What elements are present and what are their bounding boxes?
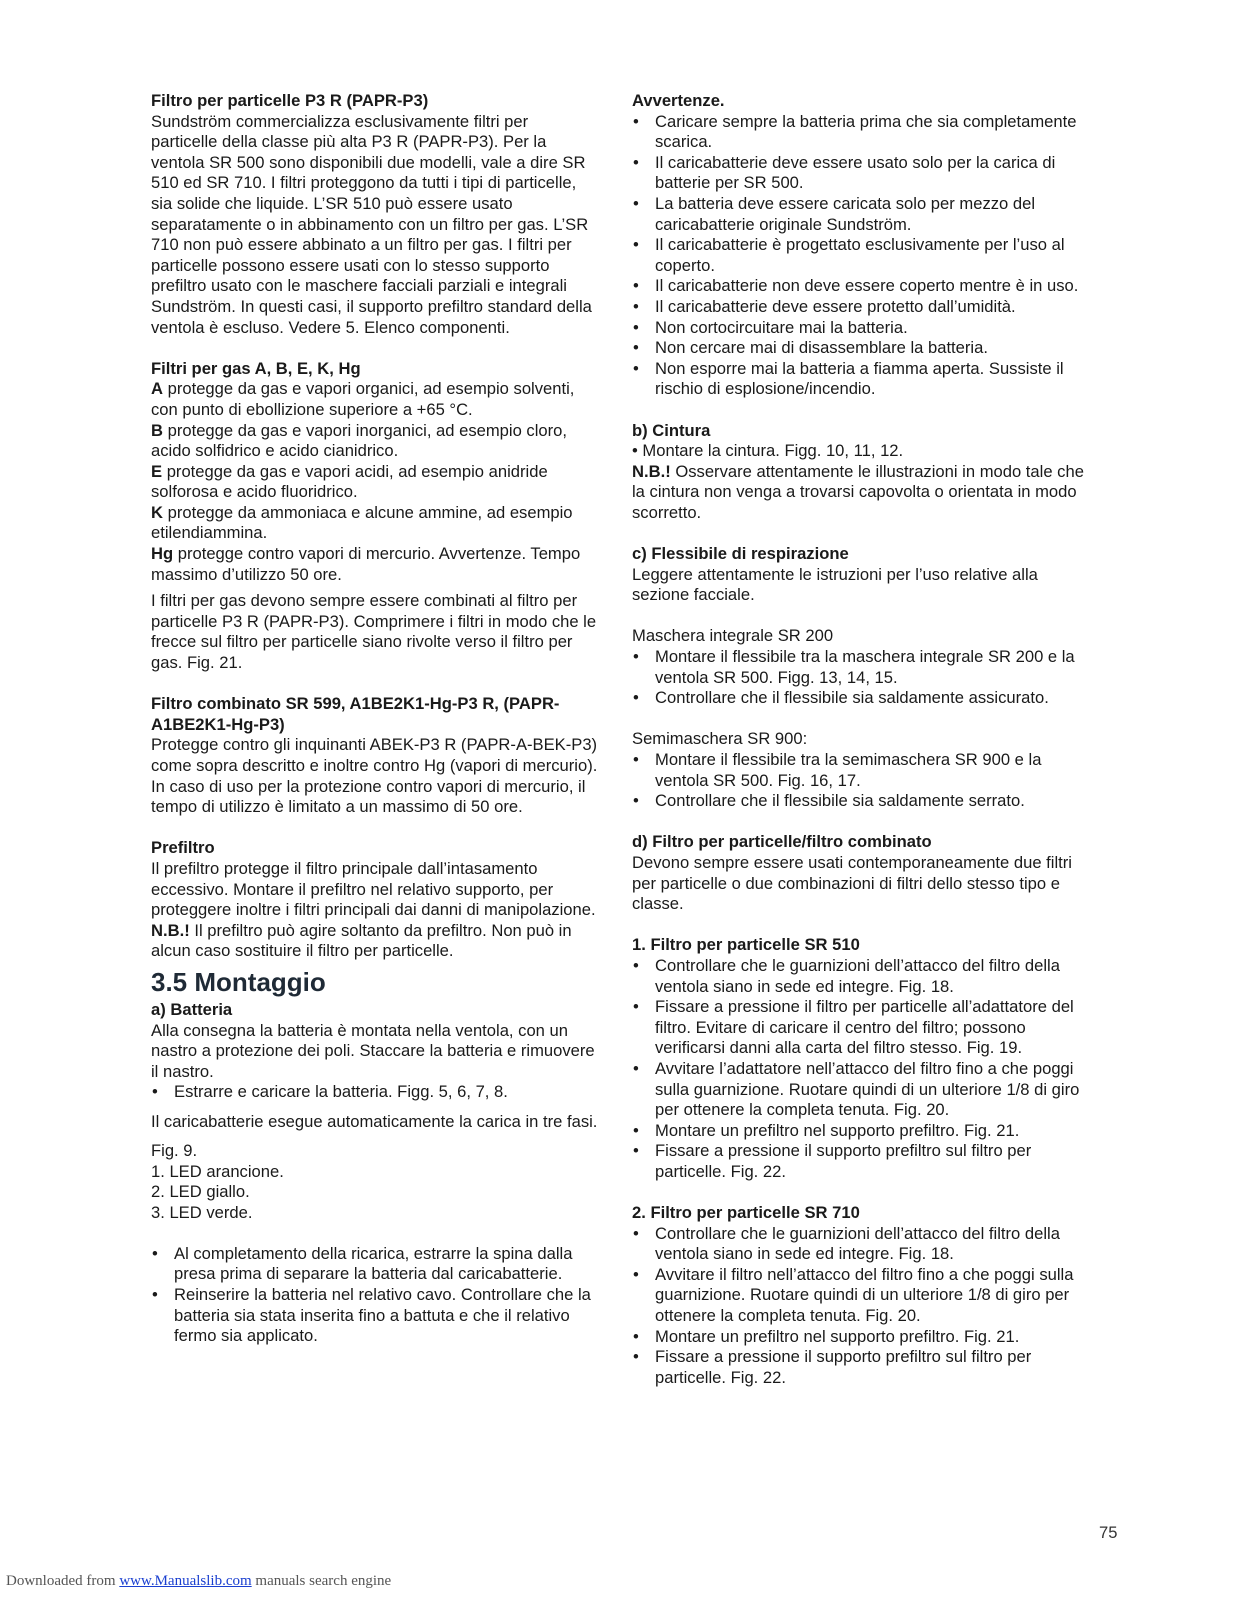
list-item: • Caricare sempre la batteria prima che sia completamente scarica. [632,112,1092,153]
right-column [632,91,1092,1388]
left-column [151,91,599,1347]
list-item: • Fissare a pressione il filtro per particelle all’adattatore del filtro. Evitare di caricare il centro del filtro; possono verificarsi danni alla carta del filtro stesso. Fig. 19. [632,997,1092,1059]
sr200-list [632,647,1092,709]
gas-combine-text: I filtri per gas devono sempre essere combinati al filtro per particelle P3 R (PAPR-P3). Comprimere i filtri in modo che le frecce sul filtro per particelle siano rivolte verso il filtro per gas. Fig. 21. [151,591,597,673]
final-list [151,1244,599,1347]
gas-item-a: A protegge da gas e vapori organici, ad esempio solventi, con punto di ebollizione superiore a +65 °C. [151,379,575,419]
battery-text: Alla consegna la batteria è montata nella ventola, con un nastro a protezione dei poli. Staccare la batteria e rimuovere il nastro. [151,1020,595,1081]
list-item: • Estrarre e caricare la batteria. Figg. 5, 6, 7, 8. [151,1082,599,1103]
list-item: • Avvitare il filtro nell’attacco del filtro fino a che poggi sulla guarnizione. Ruotare quindi di un ulteriore 1/8 di giro per ottenere la completa tenuta. Fig. 20. [632,1265,1092,1327]
warnings-heading: Avvertenze. [632,91,725,110]
list-item: • Controllare che le guarnizioni dell’attacco del filtro della ventola siano in sede ed integre. Fig. 18. [632,1224,1092,1265]
list-item: • Montare il flessibile tra la maschera integrale SR 200 e la ventola SR 500. Figg. 13, 14, 15. [632,647,1092,688]
list-item: • Fissare a pressione il supporto prefiltro sul filtro per particelle. Fig. 22. [632,1347,1092,1388]
battery-heading: a) Batteria [151,999,233,1019]
list-item: • Al completamento della ricarica, estrarre la spina dalla presa prima di separare la batteria dal caricabatterie. [151,1244,599,1285]
list-item: • Montare il flessibile tra la semimaschera SR 900 e la ventola SR 500. Fig. 16, 17. [632,750,1092,791]
footer-prefix: Downloaded from [6,1573,120,1589]
filter-heading: d) Filtro per particelle/filtro combinato [632,832,932,852]
list-item: • Non cortocircuitare mai la batteria. [632,318,1092,339]
sr510-list [632,956,1092,1183]
gas-item-b: B protegge da gas e vapori inorganici, ad esempio cloro, acido solfidrico e acido cianidrico. [151,420,568,461]
belt-line: • Montare la cintura. Figg. 10, 11, 12. [632,441,904,461]
sr710-heading: 2. Filtro per particelle SR 710 [632,1203,860,1223]
list-item: • Controllare che le guarnizioni dell’attacco del filtro della ventola siano in sede ed integre. Fig. 18. [632,956,1092,997]
gas-item-hg: Hg protegge contro vapori di mercurio. Avvertenze. Tempo massimo d’utilizzo 50 ore. [151,544,581,584]
footer-suffix: manuals search engine [251,1573,392,1589]
list-item: • Fissare a pressione il supporto prefiltro sul filtro per particelle. Fig. 22. [632,1141,1092,1182]
list-item: • Montare un prefiltro nel supporto prefiltro. Fig. 21. [632,1327,1092,1348]
list-item: • Controllare che il flessibile sia saldamente serrato. [632,791,1092,812]
sr200-heading: Maschera integrale SR 200 [632,626,834,646]
sr900-list [632,750,1092,812]
list-item: • Il caricabatterie non deve essere coperto mentre è in uso. [632,276,1092,297]
hose-heading: c) Flessibile di respirazione [632,544,849,564]
combo-filter-text: Protegge contro gli inquinanti ABEK-P3 R (PAPR-A-BEK-P3) come sopra descritto e inoltre contro Hg (vapori di mercurio). In caso di uso per la protezione contro vapori di mercurio, il tempo di utilizzo è limitato a un massimo di 50 ore. [151,735,598,817]
page-number: 75 [1099,1523,1118,1542]
led-orange: 1. LED arancione. [151,1161,284,1181]
list-item: • Non cercare mai di disassemblare la batteria. [632,338,1092,359]
combo-filter-heading: Filtro combinato SR 599, A1BE2K1-Hg-P3 R, (PAPR-A1BE2K1-Hg-P3) [151,694,560,734]
belt-note: N.B.! Osservare attentamente le illustrazioni in modo tale che la cintura non venga a trovarsi capovolta o orientata in modo scorretto. [632,461,1084,522]
filter-text: Devono sempre essere usati contemporaneamente due filtri per particelle o due combinazioni di filtri dello stesso tipo e classe. [632,852,1072,914]
gas-item-e: E protegge da gas e vapori acidi, ad esempio anidride solforosa e acido fluoridrico. [151,461,548,502]
led-yellow: 2. LED giallo. [151,1182,250,1202]
gas-filter-heading: Filtri per gas A, B, E, K, Hg [151,358,361,378]
download-footer [6,1573,391,1590]
manualslib-link[interactable]: www.Manualslib.com [119,1573,252,1589]
list-item: • La batteria deve essere caricata solo per mezzo del caricabatterie originale Sundström. [632,194,1092,235]
charger-text: Il caricabatterie esegue automaticamente la carica in tre fasi. [151,1111,598,1131]
hose-text: Leggere attentamente le istruzioni per l’uso relative alla sezione facciale. [632,564,1038,605]
warnings-list [632,112,1092,400]
prefilter-text: Il prefiltro protegge il filtro principale dall’intasamento eccessivo. Montare il prefiltro nel relativo supporto, per proteggere inoltre i filtri principali dai danni di manipolazione. [151,858,596,920]
list-item: • Il caricabatterie deve essere usato solo per la carica di batterie per SR 500. [632,153,1092,194]
list-item: • Il caricabatterie è progettato esclusivamente per l’uso al coperto. [632,235,1092,276]
gas-item-k: K protegge da ammoniaca e alcune ammine, ad esempio etilendiammina. [151,502,573,543]
p3-filter-heading: Filtro per particelle P3 R (PAPR-P3) [151,91,429,110]
p3-filter-text: Sundström commercializza esclusivamente filtri per particelle della classe più alta P3 R (PAPR-P3). Per la ventola SR 500 sono disponibili due modelli, vale a dire SR 510 ed SR 710. I filtri proteggono da tutti i tipi di particelle, sia solide che liquide. L’SR 510 può essere usato separatamente o in abbinamento con un filtro per gas. L’SR 710 non può essere abbinato a un filtro per gas. I filtri per particelle possono essere usati con lo stesso supporto prefiltro usato con le maschere facciali parziali e integrali Sundström. In questi casi, il supporto prefiltro standard della ventola è escluso. Vedere 5. Elenco componenti. [151,111,592,337]
list-item: • Non esporre mai la batteria a fiamma aperta. Sussiste il rischio di esplosione/incendio. [632,359,1092,400]
list-item: • Avvitare l’adattatore nell’attacco del filtro fino a che poggi sulla guarnizione. Ruotare quindi di un ulteriore 1/8 di giro per ottenere la completa tenuta. Fig. 20. [632,1059,1092,1121]
list-item: • Montare un prefiltro nel supporto prefiltro. Fig. 21. [632,1121,1092,1142]
sr900-heading: Semimaschera SR 900: [632,729,808,749]
battery-list [151,1082,599,1103]
list-item: • Controllare che il flessibile sia saldamente assicurato. [632,688,1092,709]
list-item: • Il caricabatterie deve essere protetto dall’umidità. [632,297,1092,318]
prefilter-note: N.B.! Il prefiltro può agire soltanto da prefiltro. Non può in alcun caso sostituire il filtro per particelle. [151,920,572,961]
list-item: • Reinserire la batteria nel relativo cavo. Controllare che la batteria sia stata inserita fino a battuta e che il relativo fermo sia applicato. [151,1285,599,1347]
prefilter-heading: Prefiltro [151,838,215,858]
sr510-heading: 1. Filtro per particelle SR 510 [632,935,860,955]
section-title: 3.5 Montaggio [151,966,326,997]
fig9-label: Fig. 9. [151,1140,198,1160]
belt-heading: b) Cintura [632,420,711,440]
led-green: 3. LED verde. [151,1202,253,1222]
sr710-list [632,1224,1092,1389]
